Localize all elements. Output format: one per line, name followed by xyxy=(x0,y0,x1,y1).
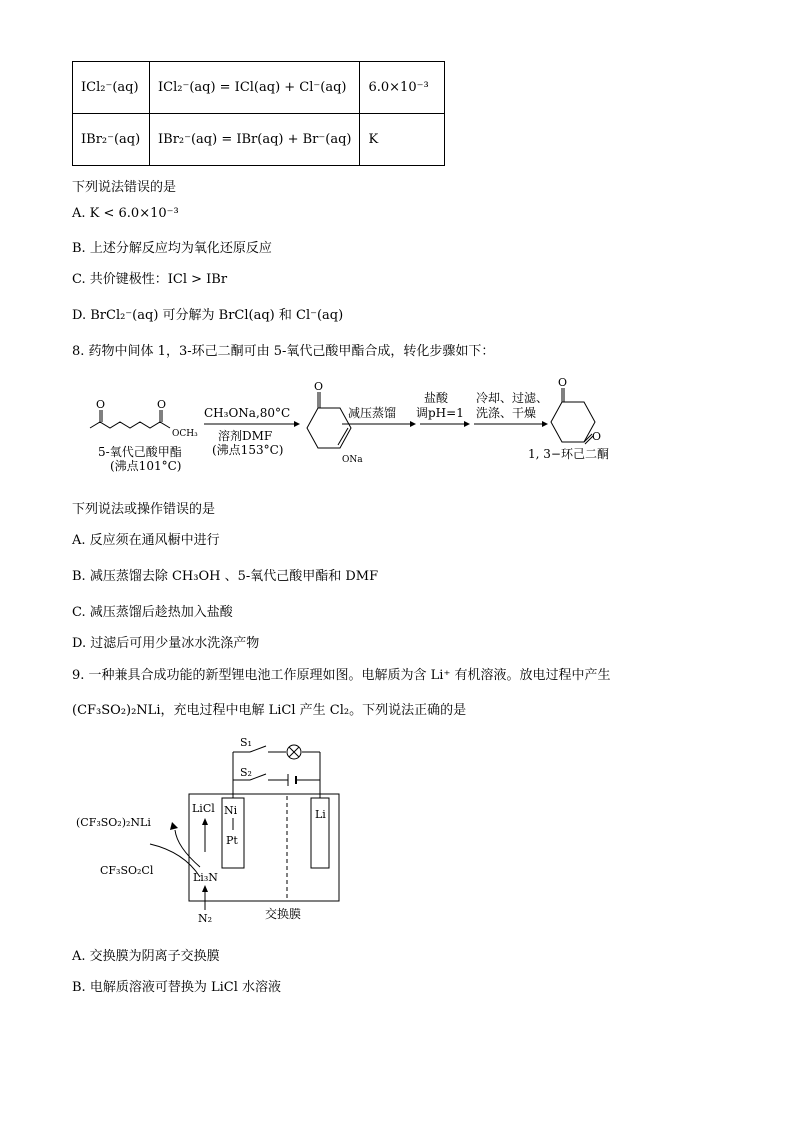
q7-option-a[interactable]: A. K < 6.0×10⁻³ xyxy=(72,206,179,221)
electrode-ni: Ni xyxy=(224,804,238,817)
label-membrane: 交换膜 xyxy=(265,907,302,921)
product-o1: O xyxy=(558,376,568,389)
label-n2: N₂ xyxy=(198,912,213,925)
label-licl: LiCl xyxy=(192,802,215,815)
label-li3n: Li₃N xyxy=(193,871,218,884)
step3-top: 盐酸 xyxy=(424,391,449,405)
step4-bottom: 洗涤、干燥 xyxy=(476,406,537,420)
q8-stem: 8. 药物中间体 1，3-环己二酮可由 5-氧代己酸甲酯合成，转化步骤如下： xyxy=(72,344,495,359)
reagent1-bottom: 溶剂DMF xyxy=(218,429,273,443)
reagent1-bp: (沸点153°C) xyxy=(212,443,284,457)
q8-option-a[interactable]: A. 反应须在通风橱中进行 xyxy=(72,533,220,548)
start-name: 5-氧代己酸甲酯 xyxy=(98,445,182,459)
electrode-pt: Pt xyxy=(226,834,238,847)
reagent1-top: CH₃ONa,80°C xyxy=(204,406,291,420)
equilibrium-table xyxy=(72,61,445,166)
step4-top: 冷却、过滤、 xyxy=(476,391,549,405)
q9-option-a[interactable]: A. 交换膜为阴离子交换膜 xyxy=(72,949,220,964)
label-product: (CF₃SO₂)₂NLi xyxy=(76,816,151,829)
q8-option-d[interactable]: D. 过滤后可用少量冰水洗涤产物 xyxy=(72,636,260,651)
table-cell: IBr₂⁻(aq) xyxy=(73,114,150,166)
table-cell: K xyxy=(360,114,445,166)
q9-stem-line1: 9. 一种兼具合成功能的新型锂电池工作原理如图。电解质为含 Li⁺ 有机溶液。放电过程中产生 xyxy=(72,668,611,683)
q7-prompt: 下列说法错误的是 xyxy=(72,180,177,195)
table-row xyxy=(73,114,445,166)
q8-prompt: 下列说法或操作错误的是 xyxy=(72,502,216,517)
synthesis-scheme xyxy=(72,372,632,482)
step3-bottom: 调pH=1 xyxy=(416,406,464,420)
switch-s1: S₁ xyxy=(240,736,252,749)
start-o2: O xyxy=(157,398,167,411)
switch-s2: S₂ xyxy=(240,766,252,779)
table-cell: ICl₂⁻(aq) = ICl(aq) + Cl⁻(aq) xyxy=(150,62,360,114)
product-name: 1, 3−环己二酮 xyxy=(528,447,609,461)
electrode-li: Li xyxy=(315,808,326,821)
q8-option-b[interactable]: B. 减压蒸馏去除 CH₃OH 、5-氧代己酸甲酯和 DMF xyxy=(72,569,379,584)
start-o1: O xyxy=(96,398,106,411)
battery-diagram xyxy=(72,732,372,932)
q7-option-d[interactable]: D. BrCl₂⁻(aq) 可分解为 BrCl(aq) 和 Cl⁻(aq) xyxy=(72,308,344,323)
q9-stem-line2: (CF₃SO₂)₂NLi，充电过程中电解 LiCl 产生 Cl₂。下列说法正确的是 xyxy=(72,703,467,718)
table-cell: ICl₂⁻(aq) xyxy=(73,62,150,114)
q8-option-c[interactable]: C. 减压蒸馏后趁热加入盐酸 xyxy=(72,605,233,620)
product-o2: O xyxy=(592,430,602,443)
step2-label: 减压蒸馏 xyxy=(348,406,397,420)
table-row xyxy=(73,62,445,114)
table-cell: IBr₂⁻(aq) = IBr(aq) + Br⁻(aq) xyxy=(150,114,360,166)
table-cell: 6.0×10⁻³ xyxy=(360,62,445,114)
q7-option-c[interactable]: C. 共价键极性：ICl > IBr xyxy=(72,272,228,287)
start-och3: OCH₃ xyxy=(172,429,198,439)
q9-option-b[interactable]: B. 电解质溶液可替换为 LiCl 水溶液 xyxy=(72,980,281,995)
intermediate-o: O xyxy=(314,380,324,393)
intermediate-ona: ONa xyxy=(342,455,363,465)
q7-option-b[interactable]: B. 上述分解反应均为氧化还原反应 xyxy=(72,241,272,256)
start-bp: (沸点101°C) xyxy=(110,459,182,473)
label-reagent: CF₃SO₂Cl xyxy=(100,864,154,877)
